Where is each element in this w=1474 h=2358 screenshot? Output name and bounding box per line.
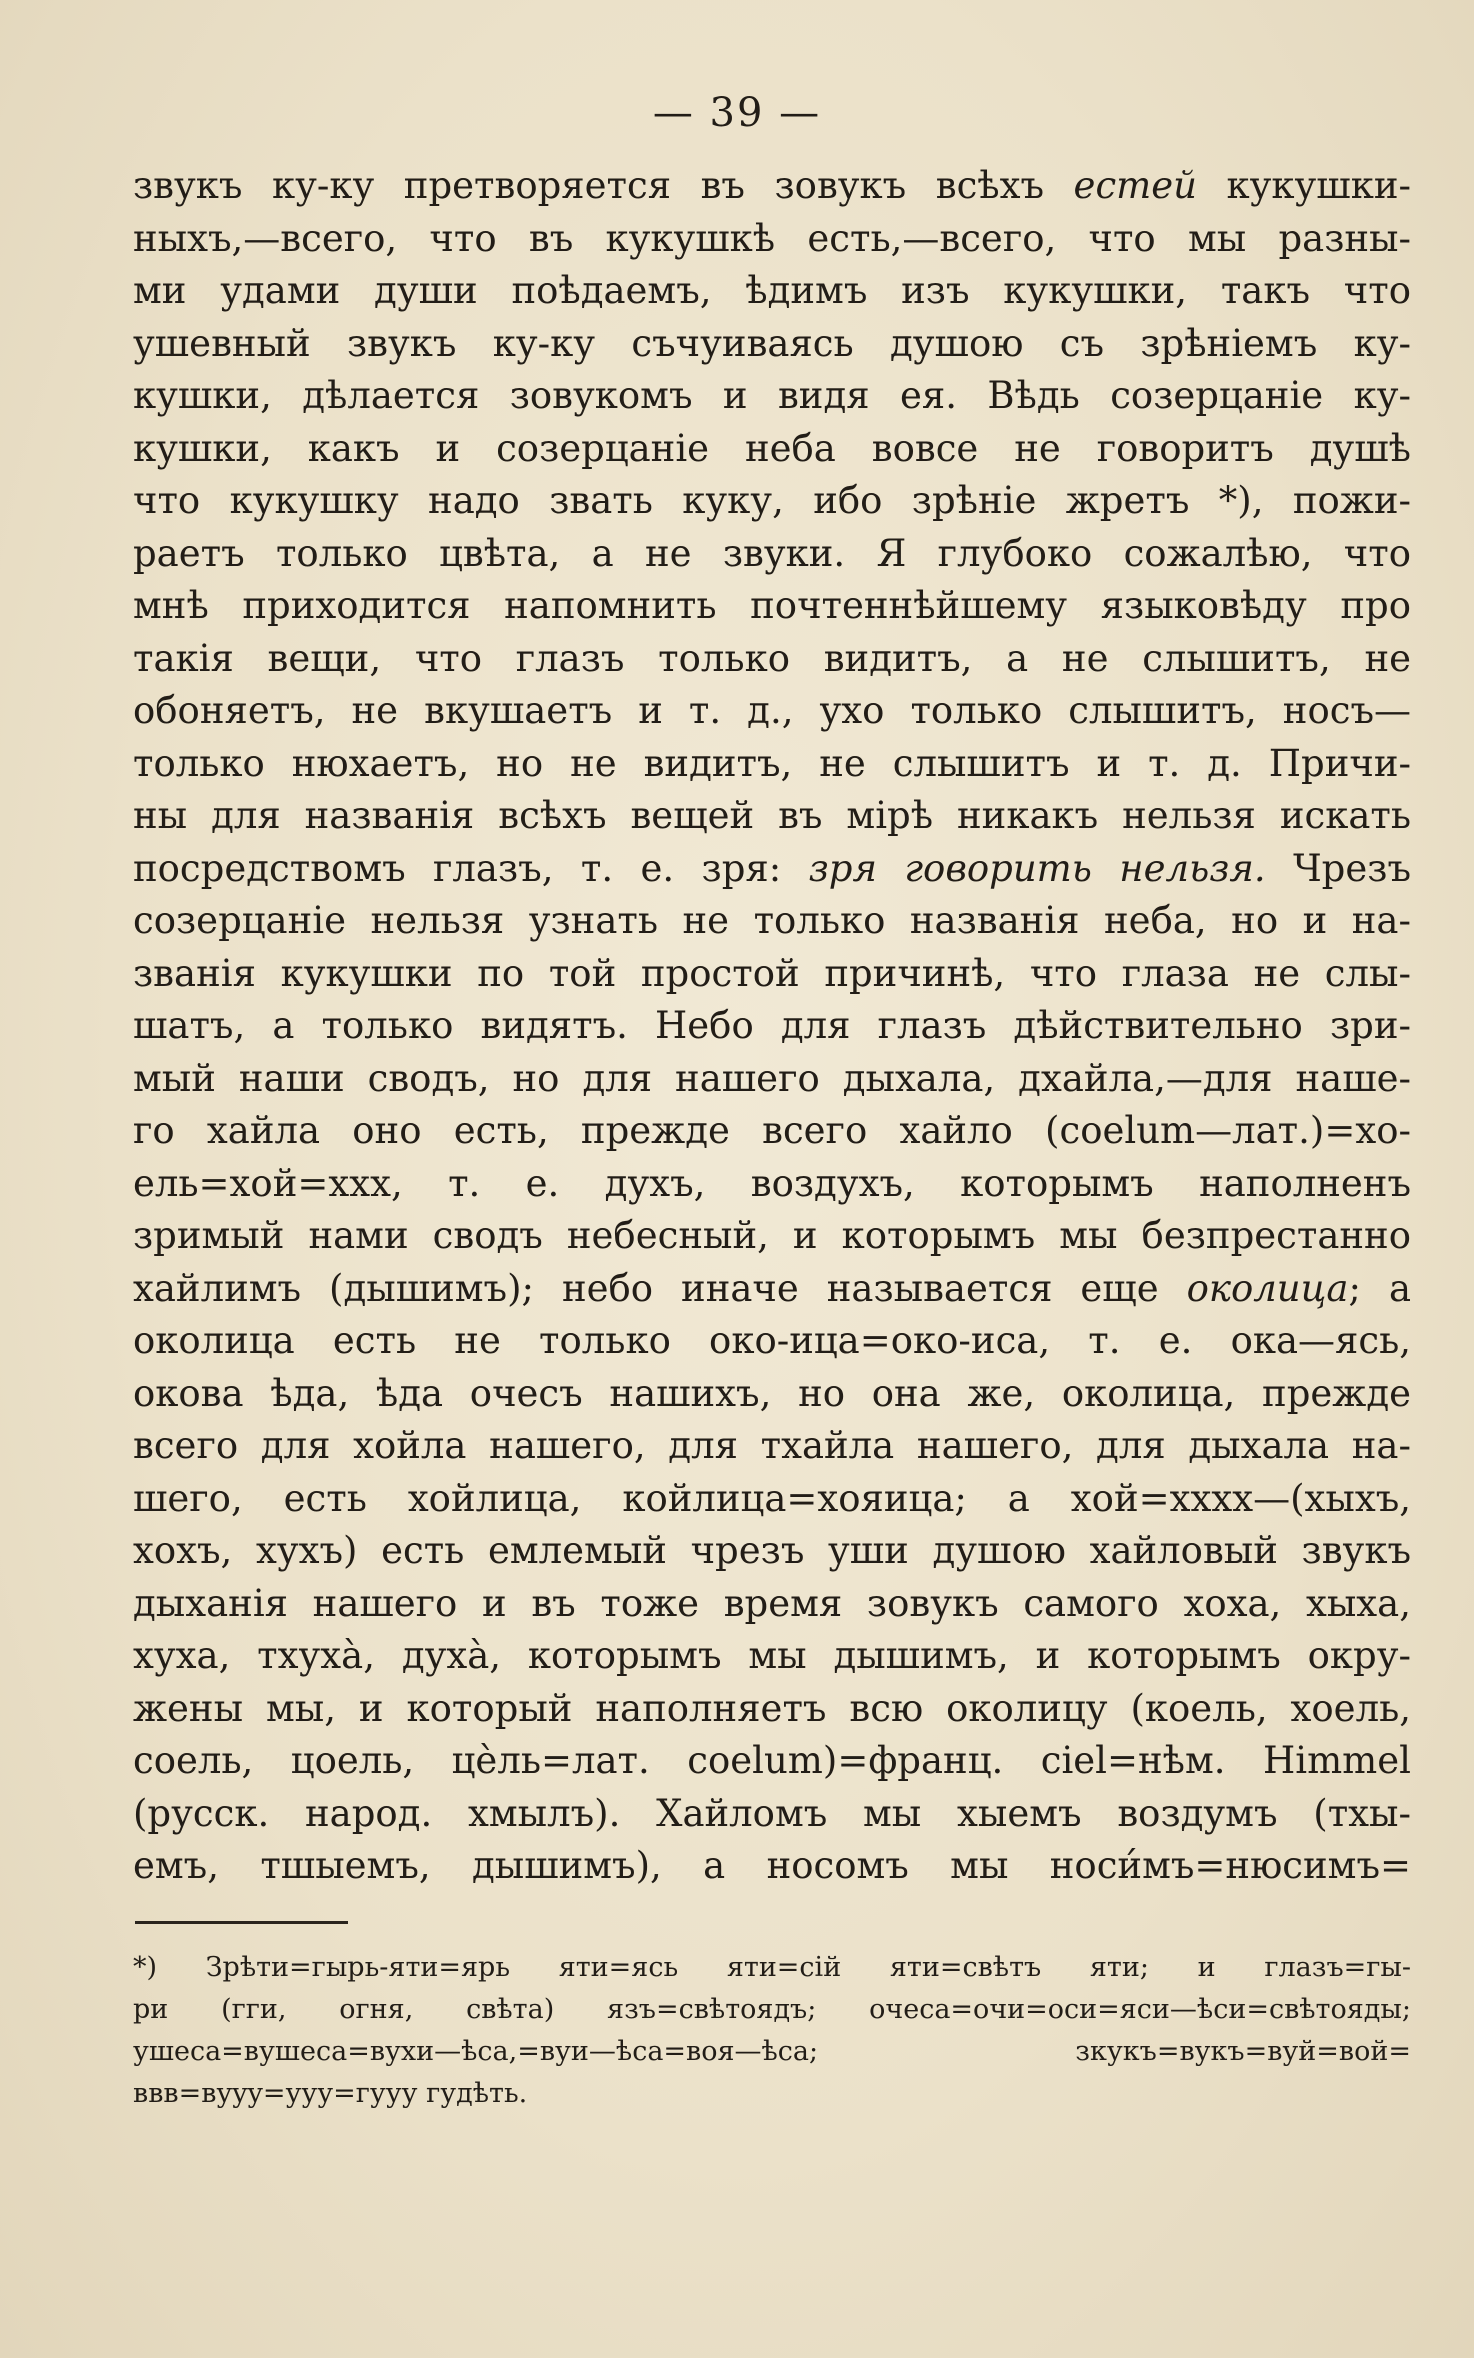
line-text: звукъ ку-ку претворяется въ зовукъ всѣхъ — [133, 164, 1074, 207]
footnote-line: *) Зрѣти=гырь-яти=ярь яти=ясь яти=сій яти=свѣтъ яти; и глазъ=гы- — [133, 1952, 1411, 1983]
text-line — [133, 1368, 1411, 1421]
text-line — [133, 265, 1411, 318]
text-line — [133, 1840, 1411, 1893]
text-line — [133, 318, 1411, 371]
line-text: дыханія нашего и въ тоже время зовукъ самого хоха, хыха, — [133, 1581, 1411, 1625]
text-line — [133, 738, 1411, 791]
line-text: жены мы, и который наполняетъ всю околицу (коель, хоель, — [133, 1686, 1411, 1730]
text-line — [133, 1630, 1411, 1683]
line-text: посредствомъ глазъ, т. е. зря: — [133, 846, 809, 890]
line-text-tail: Чрезъ — [1265, 846, 1411, 890]
text-line — [133, 1683, 1411, 1736]
line-text: шатъ, а только видятъ. Небо для глазъ дѣйствительно зри- — [133, 1004, 1411, 1047]
line-text: кушки, какъ и созерцаніе неба вовсе не говоритъ душѣ — [133, 426, 1411, 470]
line-text-tail: кукушки- — [1196, 164, 1411, 207]
body-text — [133, 160, 1411, 1893]
line-text: званія кукушки по той простой причинѣ, что глаза не слы- — [133, 951, 1411, 995]
line-text: кушки, дѣлается зовукомъ и видя ея. Вѣдь созерцаніе ку- — [133, 374, 1411, 417]
line-text: ныхъ,—всего, что въ кукушкѣ есть,—всего, что мы разны- — [133, 216, 1411, 260]
text-line — [133, 895, 1411, 948]
line-text: хайлимъ (дышимъ); небо иначе называется еще — [133, 1266, 1187, 1310]
text-line — [133, 1420, 1411, 1473]
text-line — [133, 580, 1411, 633]
line-text: ель=хой=ххх, т. е. духъ, воздухъ, которымъ наполненъ — [133, 1161, 1411, 1205]
text-line — [133, 685, 1411, 738]
text-line — [133, 1735, 1411, 1788]
line-text: раетъ только цвѣта, а не звуки. Я глубоко сожалѣю, что — [133, 531, 1411, 575]
line-text-tail: ; а — [1348, 1266, 1411, 1310]
footnote-line: ри (гги, огня, свѣта) язъ=свѣтоядъ; очеса=очи=оси=яси—ѣси=свѣтояды; — [133, 1994, 1411, 2025]
text-line — [133, 423, 1411, 476]
text-line — [133, 1315, 1411, 1368]
line-text: ушевный звукъ ку-ку съчуиваясь душою съ зрѣніемъ ку- — [133, 321, 1411, 365]
text-line — [133, 633, 1411, 686]
line-text: мнѣ приходится напомнить почтеннѣйшему языковѣду про — [133, 584, 1411, 627]
text-line — [133, 1473, 1411, 1526]
text-line — [133, 528, 1411, 581]
footnotes — [133, 1947, 1411, 2115]
line-text: всего для хойла нашего, для тхайла нашего, для дыхала на- — [133, 1424, 1411, 1467]
text-line — [133, 160, 1411, 213]
text-line — [133, 213, 1411, 266]
text-line — [133, 370, 1411, 423]
footnote-line: ввв=вуyy=ууу=гууу гудѣть. — [133, 2078, 528, 2109]
line-text: емъ, тшыемъ, дышимъ), а носомъ мы носи́мъ=нюсимъ= — [133, 1844, 1411, 1887]
line-text: околица есть не только око-ица=око-иса, т. е. ока—ясь, — [133, 1319, 1411, 1362]
footnote-line: ушеса=вушеса=вухи—ѣса,=вуи—ѣса=воя—ѣса; зкукъ=вукъ=вуй=вой= — [133, 2036, 1411, 2067]
text-line — [133, 475, 1411, 528]
line-text: шего, есть хойлица, койлица=хояица; а хой=хххх—(хыхъ, — [133, 1476, 1411, 1520]
text-line — [133, 1263, 1411, 1316]
line-text: хохъ, хухъ) есть емлемый чрезъ уши душою хайловый звукъ — [133, 1529, 1411, 1572]
line-text: зримый нами сводъ небесный, и которымъ мы безпрестанно — [133, 1214, 1411, 1257]
text-line — [133, 1158, 1411, 1211]
italic-phrase: зря говорить нельзя. — [808, 846, 1266, 890]
line-text: мый наши сводъ, но для нашего дыхала, дхайла,—для наше- — [133, 1056, 1411, 1100]
line-text: хуха, тхухà, духà, которымъ мы дышимъ, и которымъ окру- — [133, 1634, 1411, 1677]
text-line — [133, 1210, 1411, 1263]
line-text: (русск. народ. хмылъ). Хайломъ мы хыемъ воздумъ (тхы- — [133, 1791, 1411, 1835]
line-text: ми удами души поѣдаемъ, ѣдимъ изъ кукушки, такъ что — [133, 269, 1411, 312]
line-text: такія вещи, что глазъ только видитъ, а не слышитъ, не — [133, 636, 1411, 680]
text-line — [133, 1788, 1411, 1841]
line-text: соель, цоель, цѐль=лат. coelum)=франц. ciel=нѣм. Himmel — [133, 1739, 1411, 1782]
line-text: обоняетъ, не вкушаетъ и т. д., ухо только слышитъ, носъ— — [133, 689, 1411, 732]
page-number: — 39 — — [652, 90, 822, 136]
italic-phrase: естей — [1073, 164, 1197, 207]
line-text: ны для названія всѣхъ вещей въ мірѣ никакъ нельзя искать — [133, 794, 1411, 837]
line-text: только нюхаетъ, но не видитъ, не слышитъ и т. д. Причи- — [133, 741, 1411, 785]
line-text: созерцаніе нельзя узнать не только названія неба, но и на- — [133, 899, 1411, 942]
text-line — [133, 1053, 1411, 1106]
text-line — [133, 1105, 1411, 1158]
text-line — [133, 948, 1411, 1001]
footnote-separator — [135, 1921, 348, 1924]
line-text: окова ѣда, ѣда очесъ нашихъ, но она же, околица, прежде — [133, 1371, 1411, 1415]
text-line — [133, 1578, 1411, 1631]
line-text: что кукушку надо звать куку, ибо зрѣніе жретъ *), пожи- — [133, 479, 1411, 522]
italic-phrase: околица — [1186, 1266, 1349, 1310]
text-line — [133, 1525, 1411, 1578]
text-line — [133, 790, 1411, 843]
text-line — [133, 1000, 1411, 1053]
text-line — [133, 843, 1411, 896]
line-text: го хайла оно есть, прежде всего хайло (coelum—лат.)=хо- — [133, 1109, 1411, 1152]
